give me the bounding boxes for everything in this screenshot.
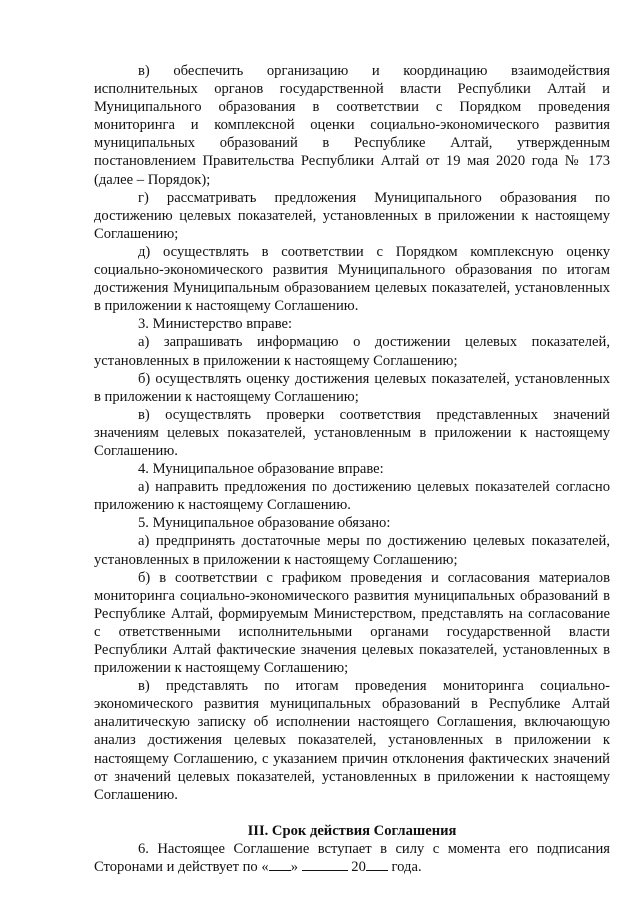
agreement-body: [94, 62, 610, 876]
paragraph-3g: г) рассматривать предложения Муниципального образования по достижению целевых показателей, установленных в приложении к настоящему Соглашению;: [94, 189, 610, 242]
paragraph-6: [94, 840, 610, 876]
paragraph-5v: в) представлять по итогам проведения мониторинга социально-экономического развития муниципальных образований в Республике Алтай аналитическую записку об исполнении настоящего Соглашения, включающую анализ достижения целевых показателей, установленных в приложении к настоящему Соглашению, с указанием причин отклонения фактических значений от значений целевых показателей, установленных в приложении к настоящему Соглашению.: [94, 678, 610, 803]
paragraph-3b: б) осуществлять оценку достижения целевых показателей, установленных в приложении к настоящему Соглашению;: [94, 370, 610, 405]
clause-4-heading: 4. Муниципальное образование вправе:: [138, 461, 384, 478]
year-prefix: 20: [351, 859, 366, 876]
month-blank: [302, 858, 348, 871]
year-suffix: года.: [391, 859, 422, 876]
quote-close: »: [290, 859, 298, 876]
paragraph-5b: б) в соответствии с графиком проведения и согласования материалов мониторинга социально-экономического развития муниципальных образований в Республике Алтай, формируемым Министерством, представлять на согласование с ответственными исполнительными органами государственной власти Республики Алтай фактические значения целевых показателей, установленных в приложении к настоящему Соглашению;: [94, 569, 610, 677]
paragraph-5a: а) предпринять достаточные меры по достижению целевых показателей, установленных в приложении к настоящему Соглашению;: [94, 533, 610, 568]
paragraph-3v: в) обеспечить организацию и координацию взаимодействия исполнительных органов государственной власти Республики Алтай и Муниципального образования в соответствии с Порядком проведения мониторинга и комплексной оценки социально-экономического развития муниципальных образований в Республике Алтай, утвержденным постановлением Правительства Республики Алтай от 19 мая 2020 года № 173 (далее – Порядок);: [94, 63, 610, 188]
paragraph-3a: а) запрашивать информацию о достижении целевых показателей, установленных в приложении к настоящему Соглашению;: [94, 334, 610, 369]
day-blank: [269, 858, 291, 871]
section-title: III. Срок действия Соглашения: [247, 822, 457, 839]
paragraph-6-text: 6. Настоящее Соглашение вступает в силу с момента его подписания Сторонами и действует по «: [94, 840, 610, 876]
year-blank: [366, 858, 388, 871]
section-gap: [94, 804, 610, 822]
clause-3-heading: 3. Министерство вправе:: [138, 316, 293, 333]
paragraph-3c: в) осуществлять проверки соответствия представленных значений значениям целевых показателей, установленным в приложении к настоящему Соглашению.: [94, 406, 610, 459]
clause-5-heading: 5. Муниципальное образование обязано:: [138, 515, 391, 532]
paragraph-4a: а) направить предложения по достижению целевых показателей согласно приложению к настоящему Соглашению.: [94, 479, 610, 514]
paragraph-3d: д) осуществлять в соответствии с Порядком комплексную оценку социально-экономического развития Муниципального образования по итогам достижения Муниципальным образованием целевых показателей, установленных в приложении к настоящему Соглашению.: [94, 243, 610, 315]
